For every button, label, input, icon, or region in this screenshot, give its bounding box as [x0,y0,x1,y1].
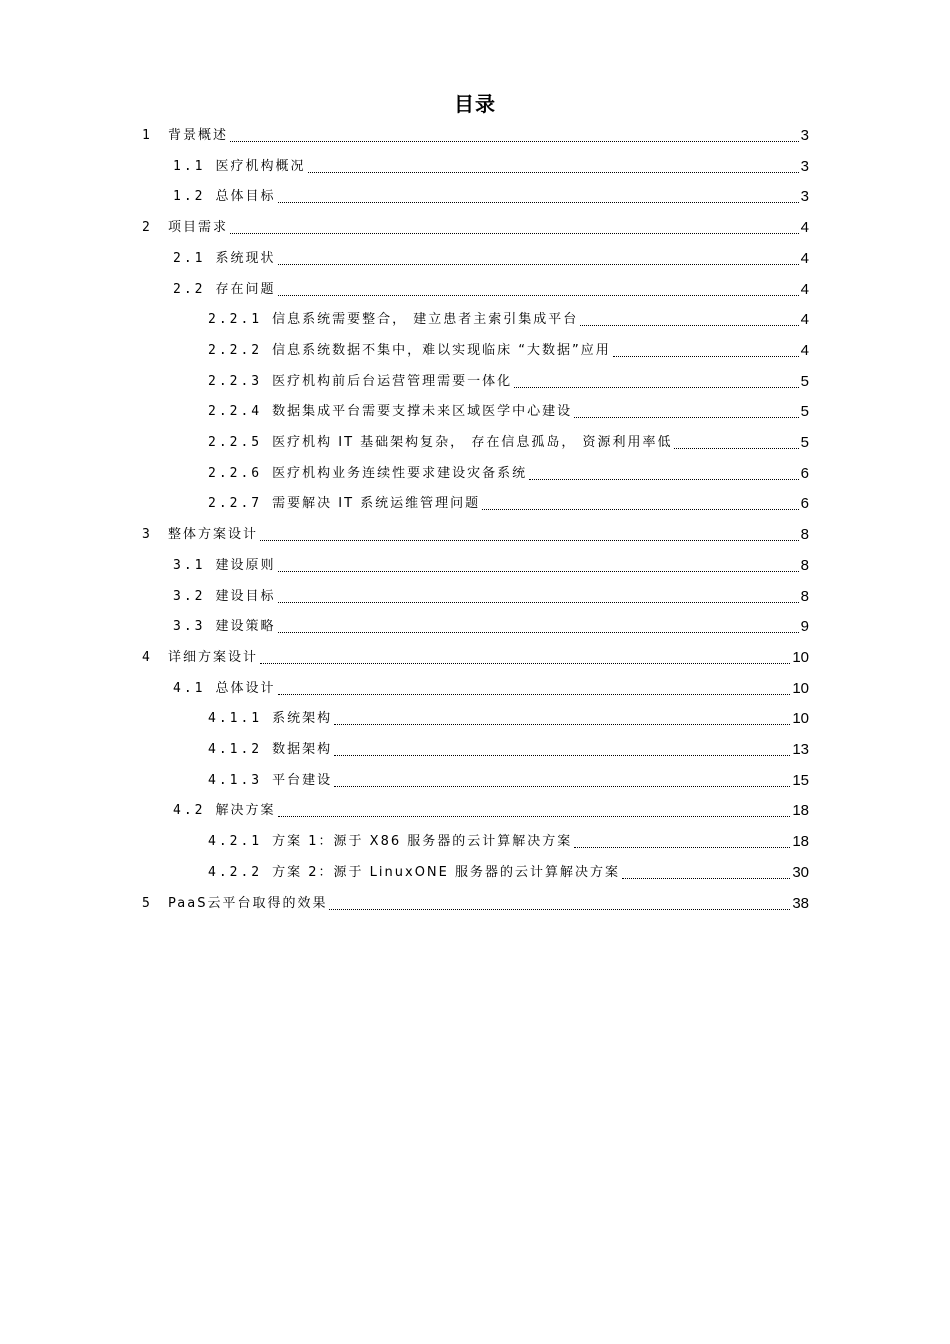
toc-entry-number: 4.1.1 [208,711,263,726]
toc-entry-title: 医疗机构 IT 基础架构复杂， 存在信息孤岛， 资源利用率低 [272,435,673,450]
toc-entry-page-number: 30 [792,864,809,881]
toc-entry-title: 详细方案设计 [168,650,259,665]
toc-entry-page-number: 5 [800,434,809,451]
toc-entry-number: 2.2.1 [208,312,263,327]
toc-entry-number: 4.1.2 [208,742,263,757]
toc-dot-leader [278,557,799,575]
toc-entry[interactable] [208,338,809,360]
toc-entry[interactable] [142,645,809,667]
toc-entry[interactable] [208,307,809,329]
toc-entry-number: 2.1 [173,251,206,266]
toc-entry-title: 方案 2：源于 LinuxONE 服务器的云计算解决方案 [272,865,621,880]
toc-entry[interactable] [173,184,809,206]
toc-entry-page-number: 10 [792,649,809,666]
toc-dot-leader [230,127,799,145]
toc-entry-number: 1.2 [173,189,206,204]
toc-entry-title: 存在问题 [215,282,276,297]
toc-dot-leader [278,188,799,206]
toc-entry-title: 数据架构 [272,742,333,757]
toc-entry-number: 1 [142,128,153,143]
toc-entry[interactable] [208,737,809,759]
toc-entry-page-number: 38 [792,895,809,912]
toc-entry-page-number: 4 [800,311,809,328]
toc-entry-number: 4.2.2 [208,865,263,880]
toc-dot-leader [482,495,798,513]
toc-entry[interactable] [173,798,809,820]
toc-entry-page-number: 13 [792,741,809,758]
toc-dot-leader [334,710,790,728]
toc-entry-title: 项目需求 [168,220,229,235]
toc-entry-number: 2.2.5 [208,435,263,450]
toc-entry[interactable] [208,399,809,421]
toc-entry-number: 3.2 [173,589,206,604]
toc-entry-page-number: 3 [800,188,809,205]
toc-entry-title: 建设策略 [215,619,276,634]
toc-dot-leader [334,741,790,759]
toc-dot-leader [574,833,790,851]
toc-entry[interactable] [142,215,809,237]
toc-entry-title: 方案 1：源于 X86 服务器的云计算解决方案 [272,834,573,849]
toc-entry-page-number: 9 [800,618,809,635]
toc-entry-number: 4.2.1 [208,834,263,849]
toc-entry[interactable] [208,491,809,513]
toc-entry-page-number: 5 [800,403,809,420]
toc-entry-page-number: 10 [792,680,809,697]
toc-dot-leader [580,311,798,329]
toc-entry-number: 1.1 [173,159,206,174]
toc-entry-number: 2 [142,220,153,235]
toc-entry-title: 信息系统需要整合， 建立患者主索引集成平台 [272,312,579,327]
toc-entry[interactable] [173,154,809,176]
toc-dot-leader [278,588,799,606]
toc-entry-page-number: 6 [800,465,809,482]
toc-entry-number: 3.3 [173,619,206,634]
toc-entry[interactable] [173,676,809,698]
toc-entry[interactable] [173,553,809,575]
toc-entry[interactable] [208,768,809,790]
toc-entry-page-number: 8 [800,588,809,605]
toc-entry-title: 总体设计 [215,681,276,696]
toc-entry-title: 系统架构 [272,711,333,726]
toc-dot-leader [674,434,798,452]
toc-entry-number: 4.1.3 [208,773,263,788]
toc-entry-title: 信息系统数据不集中，难以实现临床 “大数据”应用 [272,343,611,358]
toc-entry-page-number: 4 [800,342,809,359]
toc-entry-number: 4 [142,650,153,665]
toc-entry-title: 医疗机构业务连续性要求建设灾备系统 [272,466,528,481]
toc-entry[interactable] [173,246,809,268]
toc-entry[interactable] [208,706,809,728]
toc-dot-leader [529,465,799,483]
toc-entry[interactable] [173,614,809,636]
toc-entry-page-number: 6 [800,495,809,512]
toc-dot-leader [278,680,791,698]
toc-dot-leader [260,526,799,544]
toc-entry-title: 建设原则 [215,558,276,573]
toc-entry-page-number: 8 [800,557,809,574]
toc-entry[interactable] [173,277,809,299]
toc-dot-leader [329,895,790,913]
toc-entry-number: 2.2.4 [208,404,263,419]
toc-entry-page-number: 18 [792,802,809,819]
toc-entry[interactable] [208,829,809,851]
toc-entry-number: 4.1 [173,681,206,696]
toc-entry-page-number: 3 [800,127,809,144]
toc-entry-page-number: 4 [800,219,809,236]
toc-entry-number: 2.2.7 [208,496,263,511]
toc-entry-number: 2.2.3 [208,374,263,389]
toc-entry[interactable] [142,123,809,145]
toc-entry-page-number: 10 [792,710,809,727]
toc-dot-leader [514,373,799,391]
toc-entry-page-number: 8 [800,526,809,543]
toc-entry[interactable] [208,860,809,882]
toc-entry-page-number: 15 [792,772,809,789]
toc-entry-title: 数据集成平台需要支撑未来区域医学中心建设 [272,404,573,419]
toc-entry[interactable] [208,461,809,483]
toc-entry-number: 5 [142,896,153,911]
toc-dot-leader [230,219,799,237]
toc-entry-title: 背景概述 [168,128,229,143]
toc-entry-title: 总体目标 [215,189,276,204]
toc-dot-leader [574,403,799,421]
toc-dot-leader [278,250,799,268]
toc-entry[interactable] [142,891,809,913]
toc-entry[interactable] [173,584,809,606]
toc-entry-title: 平台建设 [272,773,333,788]
toc-entry-title: 解决方案 [215,803,276,818]
toc-entry[interactable] [142,522,809,544]
toc-entry-page-number: 3 [800,158,809,175]
toc-entry[interactable] [208,369,809,391]
toc-dot-leader [278,618,799,636]
toc-entry-title: 整体方案设计 [168,527,259,542]
toc-entry-page-number: 5 [800,373,809,390]
toc-entry-page-number: 4 [800,281,809,298]
toc-entry-number: 2.2.2 [208,343,263,358]
toc-entry-number: 3 [142,527,153,542]
toc-entry-page-number: 18 [792,833,809,850]
toc-entry[interactable] [208,430,809,452]
toc-dot-leader [260,649,790,667]
toc-entry-title: 医疗机构前后台运营管理需要一体化 [272,374,513,389]
toc-entry-number: 2.2.6 [208,466,263,481]
toc-entry-title: 系统现状 [215,251,276,266]
page-title: 目录 [454,92,496,116]
toc-dot-leader [308,158,799,176]
toc-dot-leader [278,802,791,820]
toc-dot-leader [278,281,799,299]
toc-entry-title: 医疗机构概况 [215,159,306,174]
toc-entry-number: 3.1 [173,558,206,573]
toc-entry-title: 需要解决 IT 系统运维管理问题 [272,496,481,511]
toc-dot-leader [334,772,790,790]
toc-dot-leader [622,864,790,882]
toc-entry-page-number: 4 [800,250,809,267]
toc-entry-number: 4.2 [173,803,206,818]
toc-entry-title: PaaS云平台取得的效果 [168,896,328,911]
toc-dot-leader [613,342,799,360]
toc-entry-title: 建设目标 [215,589,276,604]
toc-entry-number: 2.2 [173,282,206,297]
